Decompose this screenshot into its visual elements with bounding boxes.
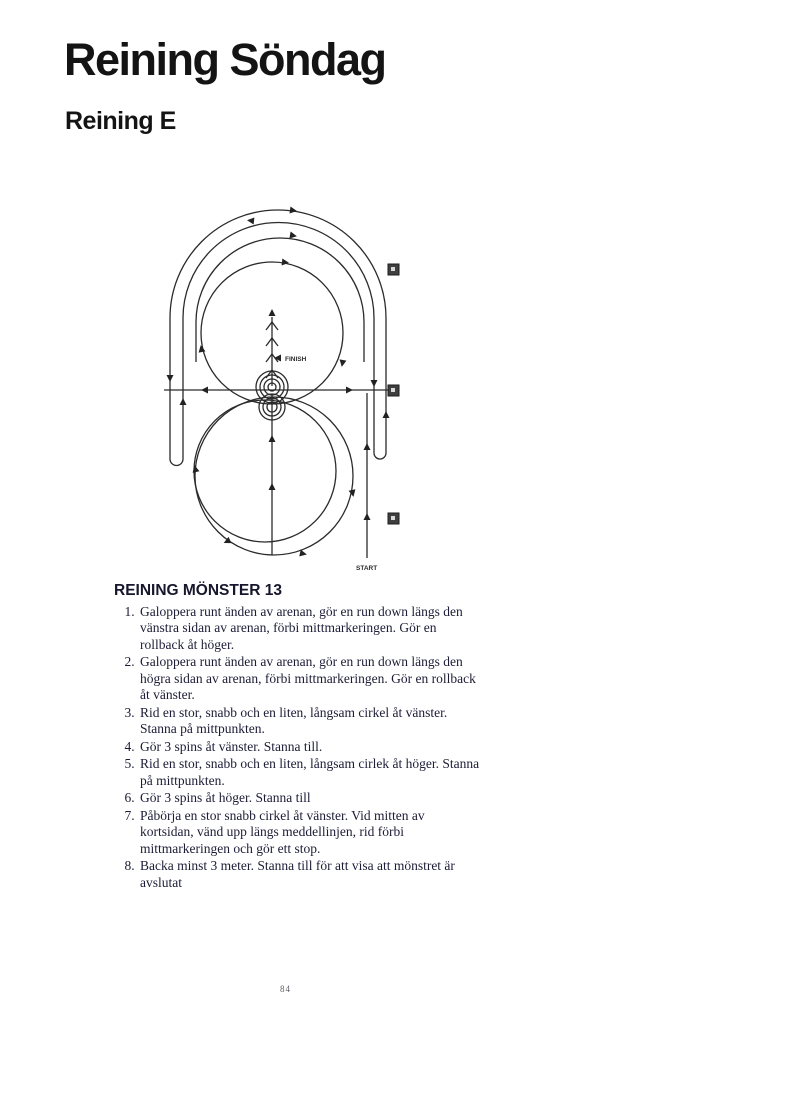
page-subtitle: Reining E [65, 107, 176, 135]
pattern-step: 4. Gör 3 spins åt vänster. Stanna till. [138, 739, 480, 755]
page-title: Reining Söndag [64, 34, 386, 85]
pattern-step: 8. Backa minst 3 meter. Stanna till för att visa att mönstret är avslutat [138, 858, 480, 891]
pattern-instructions [114, 582, 480, 892]
arena-marker-icon [388, 264, 399, 275]
reining-pattern-diagram [150, 190, 410, 585]
start-label: START [356, 565, 378, 572]
pattern-diagram-svg [150, 190, 410, 585]
arena-marker-icon [388, 385, 399, 396]
pattern-step: 7. Påbörja en stor snabb cirkel åt vänster. Vid mitten av kortsidan, vänd upp längs meddellinjen, rid förbi mittmarkeringen och gör ett stop. [138, 808, 480, 857]
pattern-step: 5. Rid en stor, snabb och en liten, långsam cirlek åt höger. Stanna på mittpunkten. [138, 756, 480, 789]
arena-marker-icon [388, 513, 399, 524]
finish-label: FINISH [285, 356, 307, 363]
pattern-step: 6. Gör 3 spins åt höger. Stanna till [138, 790, 480, 806]
pattern-step: 2. Galoppera runt änden av arenan, gör en run down längs den högra sidan av arenan, förbi mittmarkeringen. Gör en rollback åt vänster. [138, 654, 480, 703]
pattern-step: 3. Rid en stor, snabb och en liten, långsam cirkel åt vänster. Stanna på mittpunkten. [138, 705, 480, 738]
pattern-paths [164, 210, 397, 558]
page-number: 84 [280, 984, 291, 994]
pattern-heading: REINING MÖNSTER 13 [114, 582, 282, 599]
pattern-step-list [114, 604, 480, 891]
spin-spiral-icon [256, 371, 288, 420]
pattern-step: 1. Galoppera runt änden av arenan, gör en run down längs den vänstra sidan av arenan, förbi mittmarkeringen. Gör en rollback åt höger. [138, 604, 480, 653]
